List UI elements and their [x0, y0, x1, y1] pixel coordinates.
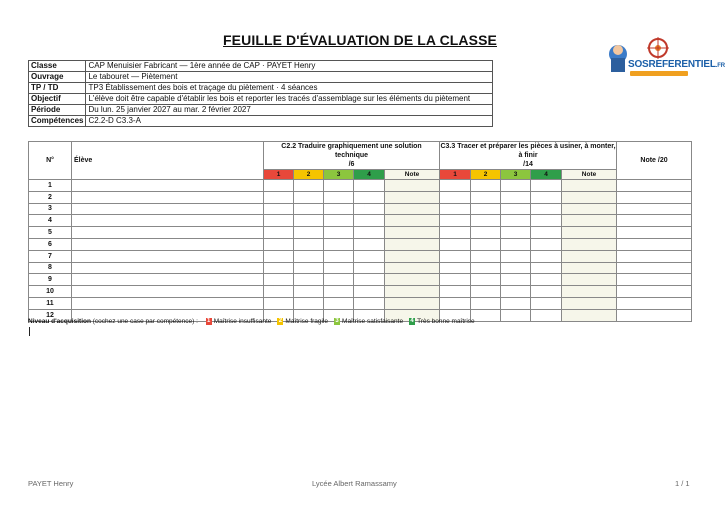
comp1-level-cell[interactable]	[294, 274, 324, 286]
comp1-level-cell[interactable]	[324, 286, 354, 298]
legend-label: Niveau d'acquisition	[28, 318, 91, 326]
comp2-level-cell[interactable]	[440, 215, 471, 227]
final-note-cell[interactable]	[617, 297, 692, 309]
final-note-cell[interactable]	[617, 191, 692, 203]
comp2-note-cell[interactable]	[562, 286, 617, 298]
comp1-level-cell[interactable]	[294, 191, 324, 203]
comp1-level-cell[interactable]	[294, 238, 324, 250]
comp2-level-cell[interactable]	[501, 227, 531, 239]
comp1-note-cell[interactable]	[385, 238, 440, 250]
comp2-level-cell[interactable]	[531, 238, 562, 250]
row-number: 10	[29, 286, 72, 298]
comp2-level-cell[interactable]	[501, 203, 531, 215]
comp1-level-cell[interactable]	[354, 250, 385, 262]
comp2-level-cell[interactable]	[501, 274, 531, 286]
eleve-cell[interactable]	[72, 191, 264, 203]
comp2-header: C3.3 Tracer et préparer les pièces à usiner, à monter, à finir /14	[440, 143, 616, 168]
comp1-note-cell[interactable]	[385, 297, 440, 309]
comp2-level-cell[interactable]	[440, 203, 471, 215]
eleve-cell[interactable]	[72, 274, 264, 286]
eleve-cell[interactable]	[72, 227, 264, 239]
comp1-level-cell[interactable]	[324, 274, 354, 286]
comp1-level-4-header: 4	[354, 170, 385, 180]
comp2-level-cell[interactable]	[440, 274, 471, 286]
comp1-level-cell[interactable]	[294, 262, 324, 274]
info-value[interactable]: TP3 Établissement des bois et traçage du piètement · 4 séances	[86, 83, 493, 94]
info-row	[29, 83, 493, 94]
comp1-level-cell[interactable]	[294, 203, 324, 215]
sosreferentiel-logo	[606, 36, 725, 82]
table-row	[29, 262, 692, 274]
comp2-note-cell[interactable]	[562, 227, 617, 239]
legend-level-3-text: Maîtrise satisfaisante	[342, 318, 404, 326]
row-number: 4	[29, 215, 72, 227]
col-eleve-header: Élève	[72, 142, 264, 180]
logo-text: SOSREFERENTIEL.FR	[628, 59, 725, 70]
eleve-cell[interactable]	[72, 297, 264, 309]
comp1-level-cell[interactable]	[264, 250, 294, 262]
page-title: FEUILLE D'ÉVALUATION DE LA CLASSE	[223, 32, 497, 48]
table-row	[29, 250, 692, 262]
comp2-level-cell[interactable]	[440, 286, 471, 298]
footer-left: PAYET Henry	[28, 479, 74, 488]
comp1-level-3-header: 3	[324, 170, 354, 180]
comp2-note-cell[interactable]	[562, 203, 617, 215]
table-row	[29, 297, 692, 309]
legend-level-3-swatch: 3	[335, 318, 339, 324]
legend-level-1-text: Maîtrise insuffisante	[213, 318, 272, 326]
comp1-level-cell[interactable]	[324, 227, 354, 239]
comp2-level-cell[interactable]	[440, 180, 471, 192]
comp1-level-cell[interactable]	[294, 297, 324, 309]
table-row	[29, 238, 692, 250]
comp1-level-cell[interactable]	[354, 203, 385, 215]
comp2-level-cell[interactable]	[471, 180, 501, 192]
comp2-level-cell[interactable]	[501, 286, 531, 298]
comp2-note-cell[interactable]	[562, 215, 617, 227]
table-row	[29, 215, 692, 227]
comp2-level-4-header: 4	[531, 170, 562, 180]
comp2-level-cell[interactable]	[501, 262, 531, 274]
footer-right: 1 / 1	[675, 479, 690, 488]
row-number: 1	[29, 180, 72, 192]
comp2-level-cell[interactable]	[471, 309, 501, 321]
comp2-level-cell[interactable]	[471, 191, 501, 203]
legend-level-2-text: Maîtrise fragile	[285, 318, 329, 326]
row-number: 8	[29, 262, 72, 274]
comp1-level-cell[interactable]	[354, 215, 385, 227]
info-label: Ouvrage	[29, 72, 86, 83]
comp1-level-cell[interactable]	[264, 215, 294, 227]
table-row	[29, 180, 692, 192]
comp2-level-2-header: 2	[471, 170, 501, 180]
comp1-header: C2.2 Traduire graphiquement une solution technique /6	[264, 142, 440, 170]
eleve-cell[interactable]	[72, 262, 264, 274]
comp2-level-cell[interactable]	[531, 191, 562, 203]
table-row	[29, 203, 692, 215]
legend	[28, 318, 475, 325]
final-note-cell[interactable]	[617, 180, 692, 192]
final-note-cell[interactable]	[617, 238, 692, 250]
comp2-note-cell[interactable]	[562, 180, 617, 192]
table-row	[29, 191, 692, 203]
comp1-note-cell[interactable]	[385, 180, 440, 192]
final-note-cell[interactable]	[617, 250, 692, 262]
row-number: 11	[29, 297, 72, 309]
comp2-level-3-header: 3	[501, 170, 531, 180]
comp1-note-cell[interactable]	[385, 286, 440, 298]
legend-level-2-swatch: 2	[278, 318, 283, 324]
comp2-level-cell[interactable]	[531, 297, 562, 309]
comp1-level-cell[interactable]	[324, 191, 354, 203]
comp2-note-cell[interactable]	[562, 309, 617, 321]
comp1-level-cell[interactable]	[324, 215, 354, 227]
eleve-cell[interactable]	[72, 180, 264, 192]
final-note-cell[interactable]	[617, 286, 692, 298]
table-row	[29, 274, 692, 286]
comp2-level-cell[interactable]	[531, 262, 562, 274]
comp2-level-cell[interactable]	[440, 250, 471, 262]
row-number: 5	[29, 227, 72, 239]
comp1-level-cell[interactable]	[264, 238, 294, 250]
col-note-header: Note /20	[617, 142, 692, 180]
info-value[interactable]: Du lun. 25 janvier 2027 au mar. 2 février 2027	[86, 105, 493, 116]
comp1-level-cell[interactable]	[264, 203, 294, 215]
comp1-level-cell[interactable]	[354, 262, 385, 274]
comp2-level-cell[interactable]	[471, 250, 501, 262]
info-row	[29, 105, 493, 116]
comp1-level-2-header: 2	[294, 170, 324, 180]
comp1-level-cell[interactable]	[324, 203, 354, 215]
comp2-level-cell[interactable]	[531, 203, 562, 215]
table-row	[29, 286, 692, 298]
comp2-level-cell[interactable]	[471, 203, 501, 215]
comp1-level-cell[interactable]	[354, 180, 385, 192]
comp1-level-cell[interactable]	[264, 191, 294, 203]
comp2-level-cell[interactable]	[501, 215, 531, 227]
row-number: 6	[29, 238, 72, 250]
comp1-note-cell[interactable]	[385, 274, 440, 286]
comp1-level-cell[interactable]	[264, 227, 294, 239]
comp2-level-cell[interactable]	[471, 274, 501, 286]
comp2-level-cell[interactable]	[471, 297, 501, 309]
comp1-note-header: Note	[385, 170, 440, 180]
evaluation-grid	[28, 141, 692, 322]
row-number: 2	[29, 191, 72, 203]
comp2-level-cell[interactable]	[531, 250, 562, 262]
eleve-cell[interactable]	[72, 215, 264, 227]
comp2-level-cell[interactable]	[501, 309, 531, 321]
comp1-note-cell[interactable]	[385, 215, 440, 227]
comp2-level-cell[interactable]	[501, 191, 531, 203]
row-number: 12	[29, 309, 72, 321]
comp1-level-cell[interactable]	[264, 274, 294, 286]
comp2-level-cell[interactable]	[440, 238, 471, 250]
table-row	[29, 227, 692, 239]
info-row	[29, 72, 493, 83]
comp2-level-cell[interactable]	[471, 262, 501, 274]
comp2-level-cell[interactable]	[501, 238, 531, 250]
info-label: Objectif	[29, 94, 86, 105]
eleve-cell[interactable]	[72, 250, 264, 262]
logo-band	[630, 71, 688, 76]
comp2-note-cell[interactable]	[562, 250, 617, 262]
comp2-level-cell[interactable]	[440, 262, 471, 274]
final-note-cell[interactable]	[617, 215, 692, 227]
comp2-level-cell[interactable]	[531, 309, 562, 321]
comp1-level-cell[interactable]	[294, 227, 324, 239]
comp2-note-cell[interactable]	[562, 238, 617, 250]
comp1-level-cell[interactable]	[324, 238, 354, 250]
final-note-cell[interactable]	[617, 227, 692, 239]
comp2-level-cell[interactable]	[531, 180, 562, 192]
comp2-level-cell[interactable]	[440, 191, 471, 203]
comp2-level-cell[interactable]	[440, 297, 471, 309]
info-table	[28, 60, 493, 127]
legend-hint: (cochez une case par compétence) :	[92, 318, 198, 326]
info-value[interactable]: L'élève doit être capable d'établir les bois et reporter les tracés d'assemblage sur les éléments du piètement	[86, 94, 493, 105]
comp2-level-cell[interactable]	[440, 227, 471, 239]
eleve-cell[interactable]	[72, 203, 264, 215]
comp2-note-cell[interactable]	[562, 262, 617, 274]
comp1-level-cell[interactable]	[354, 227, 385, 239]
info-row	[29, 116, 493, 127]
comp1-level-cell[interactable]	[294, 180, 324, 192]
info-label: Compétences	[29, 116, 86, 127]
comp1-note-cell[interactable]	[385, 203, 440, 215]
legend-level-1-swatch: 1	[207, 318, 211, 324]
comp1-level-1-header: 1	[264, 170, 294, 180]
comp1-level-cell[interactable]	[324, 262, 354, 274]
comp2-level-cell[interactable]	[531, 274, 562, 286]
comp2-level-cell[interactable]	[531, 215, 562, 227]
comp1-level-cell[interactable]	[324, 297, 354, 309]
comp2-note-cell[interactable]	[562, 274, 617, 286]
legend-level-4-swatch: 4	[410, 318, 414, 324]
final-note-cell[interactable]	[617, 262, 692, 274]
comp1-level-cell[interactable]	[264, 262, 294, 274]
comp2-level-cell[interactable]	[471, 227, 501, 239]
comp1-note-cell[interactable]	[385, 191, 440, 203]
info-label: Classe	[29, 61, 86, 72]
final-note-cell[interactable]	[617, 309, 692, 321]
comp2-level-cell[interactable]	[471, 215, 501, 227]
comp2-level-cell[interactable]	[531, 227, 562, 239]
eleve-cell[interactable]	[72, 286, 264, 298]
comp2-level-cell[interactable]	[501, 250, 531, 262]
text-cursor	[29, 327, 30, 336]
final-note-cell[interactable]	[617, 203, 692, 215]
row-number: 3	[29, 203, 72, 215]
comp1-level-cell[interactable]	[354, 297, 385, 309]
comp2-level-cell[interactable]	[531, 286, 562, 298]
comp2-level-cell[interactable]	[471, 238, 501, 250]
comp1-level-cell[interactable]	[294, 250, 324, 262]
info-row	[29, 61, 493, 72]
comp2-level-cell[interactable]	[501, 180, 531, 192]
comp2-note-header: Note	[562, 170, 617, 180]
info-label: Période	[29, 105, 86, 116]
comp1-level-cell[interactable]	[354, 274, 385, 286]
comp1-level-cell[interactable]	[264, 180, 294, 192]
comp2-level-cell[interactable]	[501, 297, 531, 309]
comp1-level-cell[interactable]	[354, 191, 385, 203]
comp1-note-cell[interactable]	[385, 227, 440, 239]
row-number: 7	[29, 250, 72, 262]
footer-center: Lycée Albert Ramassamy	[312, 479, 397, 488]
final-note-cell[interactable]	[617, 274, 692, 286]
info-value[interactable]: Le tabouret — Piètement	[86, 72, 493, 83]
comp2-note-cell[interactable]	[562, 297, 617, 309]
comp1-level-cell[interactable]	[324, 250, 354, 262]
comp2-note-cell[interactable]	[562, 191, 617, 203]
comp1-level-cell[interactable]	[264, 286, 294, 298]
row-number: 9	[29, 274, 72, 286]
legend-level-4-text: Très bonne maîtrise	[417, 318, 475, 326]
eleve-cell[interactable]	[72, 238, 264, 250]
info-label: TP / TD	[29, 83, 86, 94]
comp2-level-1-header: 1	[440, 170, 471, 180]
col-num-header: N°	[29, 142, 72, 180]
info-value[interactable]: C2.2-D C3.3-A	[86, 116, 493, 127]
comp1-level-cell[interactable]	[324, 180, 354, 192]
comp1-note-cell[interactable]	[385, 250, 440, 262]
comp1-level-cell[interactable]	[264, 297, 294, 309]
comp1-level-cell[interactable]	[294, 215, 324, 227]
comp2-level-cell[interactable]	[471, 286, 501, 298]
info-row	[29, 94, 493, 105]
comp1-level-cell[interactable]	[294, 286, 324, 298]
comp1-level-cell[interactable]	[354, 286, 385, 298]
comp1-level-cell[interactable]	[354, 238, 385, 250]
info-value[interactable]: CAP Menuisier Fabricant — 1ère année de CAP · PAYET Henry	[86, 61, 493, 72]
comp1-note-cell[interactable]	[385, 262, 440, 274]
